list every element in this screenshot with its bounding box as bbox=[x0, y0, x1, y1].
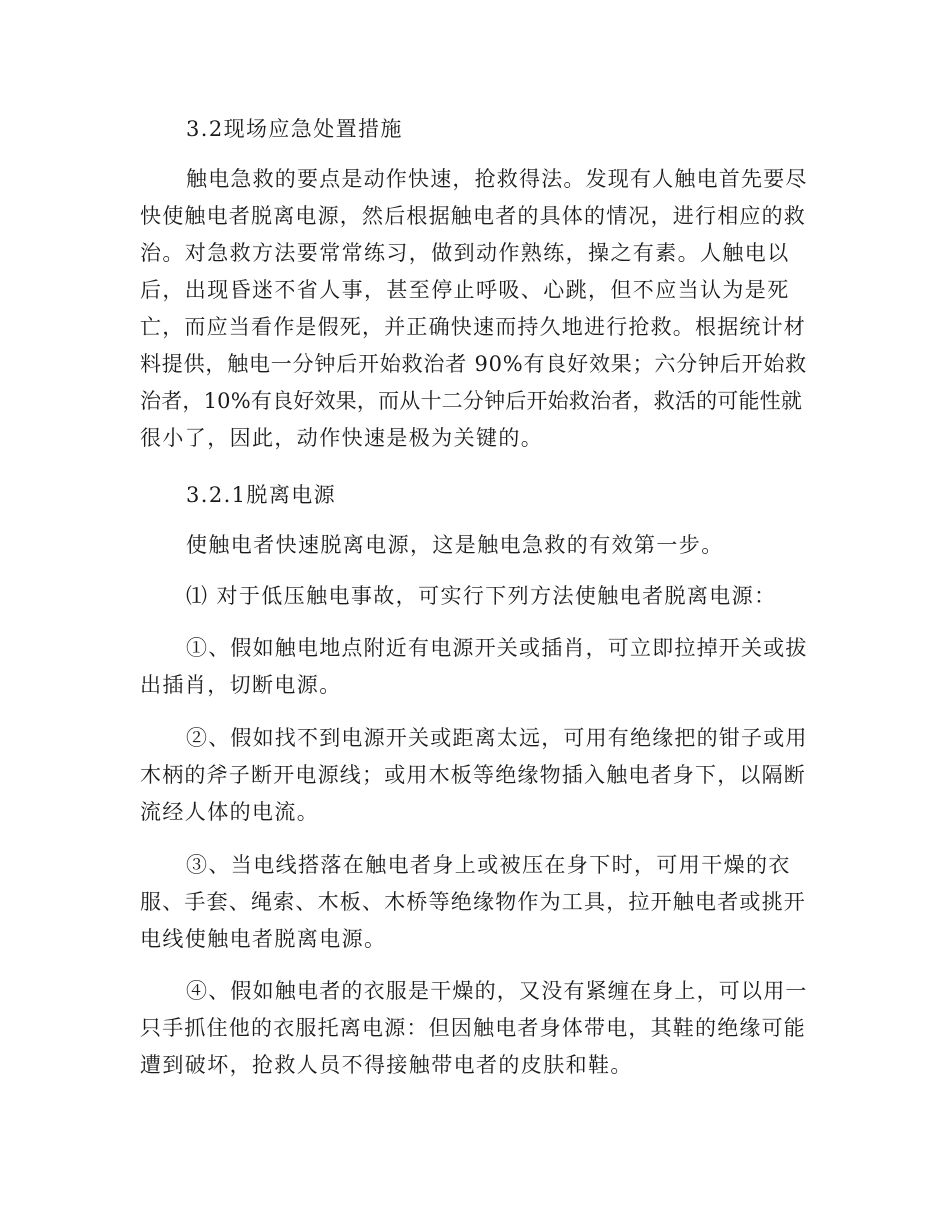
list-item-line: ②、假如找不到电源开关或距离太远，可用有绝缘把的钳子或用 bbox=[186, 726, 808, 750]
paragraph-line: 触电急救的要点是动作快速，抢救得法。发现有人触电首先要尽 bbox=[186, 167, 808, 191]
list-item-line: 木柄的斧子断开电源线；或用木板等绝缘物插入触电者身下，以隔断 bbox=[140, 763, 806, 787]
list-item-line: ①、假如触电地点附近有电源开关或插肖，可立即拉掉开关或拔 bbox=[186, 636, 808, 660]
list-title: ⑴ 对于低压触电事故，可实行下列方法使触电者脱离电源： bbox=[186, 584, 777, 608]
list-item-line: 遭到破坏，抢救人员不得接触带电者的皮肤和鞋。 bbox=[140, 1053, 633, 1077]
paragraph-line: 治者，10%有良好效果，而从十二分钟后开始救治者，救活的可能性就 bbox=[140, 389, 803, 413]
list-item-line: ③、当电线搭落在触电者身上或被压在身下时，可用干燥的衣 bbox=[186, 853, 791, 877]
paragraph-line: 亡，而应当看作是假死，并正确快速而持久地进行抢救。根据统计材 bbox=[140, 315, 806, 339]
list-item-line: 只手抓住他的衣服托离电源：但因触电者身体带电，其鞋的绝缘可能 bbox=[140, 1016, 806, 1040]
section-heading: 3.2现场应急处置措施 bbox=[186, 117, 403, 141]
paragraph-line: 后，出现昏迷不省人事，甚至停止呼吸、心跳，但不应当认为是死 bbox=[140, 278, 790, 302]
paragraph-line: 很小了，因此，动作快速是极为关键的。 bbox=[140, 426, 544, 450]
paragraph-line: 快使触电者脱离电源，然后根据触电者的具体的情况，进行相应的救 bbox=[140, 204, 806, 228]
list-item-line: 电线使触电者脱离电源。 bbox=[140, 927, 387, 951]
intro-line: 使触电者快速脱离电源，这是触电急救的有效第一步。 bbox=[186, 533, 724, 557]
list-item-line: ④、假如触电者的衣服是干燥的，又没有紧缠在身上，可以用一 bbox=[186, 979, 808, 1003]
list-item-line: 出插肖，切断电源。 bbox=[140, 673, 342, 697]
list-item-line: 服、手套、绳索、木板、木桥等绝缘物作为工具，拉开触电者或挑开 bbox=[140, 890, 806, 914]
paragraph-line: 料提供，触电一分钟后开始救治者 90%有良好效果；六分钟后开始救 bbox=[140, 352, 807, 376]
list-item-line: 流经人体的电流。 bbox=[140, 800, 320, 824]
paragraph-line: 治。对急救方法要常常练习，做到动作熟练，操之有素。人触电以 bbox=[140, 241, 790, 265]
subsection-heading: 3.2.1脱离电源 bbox=[186, 483, 337, 507]
